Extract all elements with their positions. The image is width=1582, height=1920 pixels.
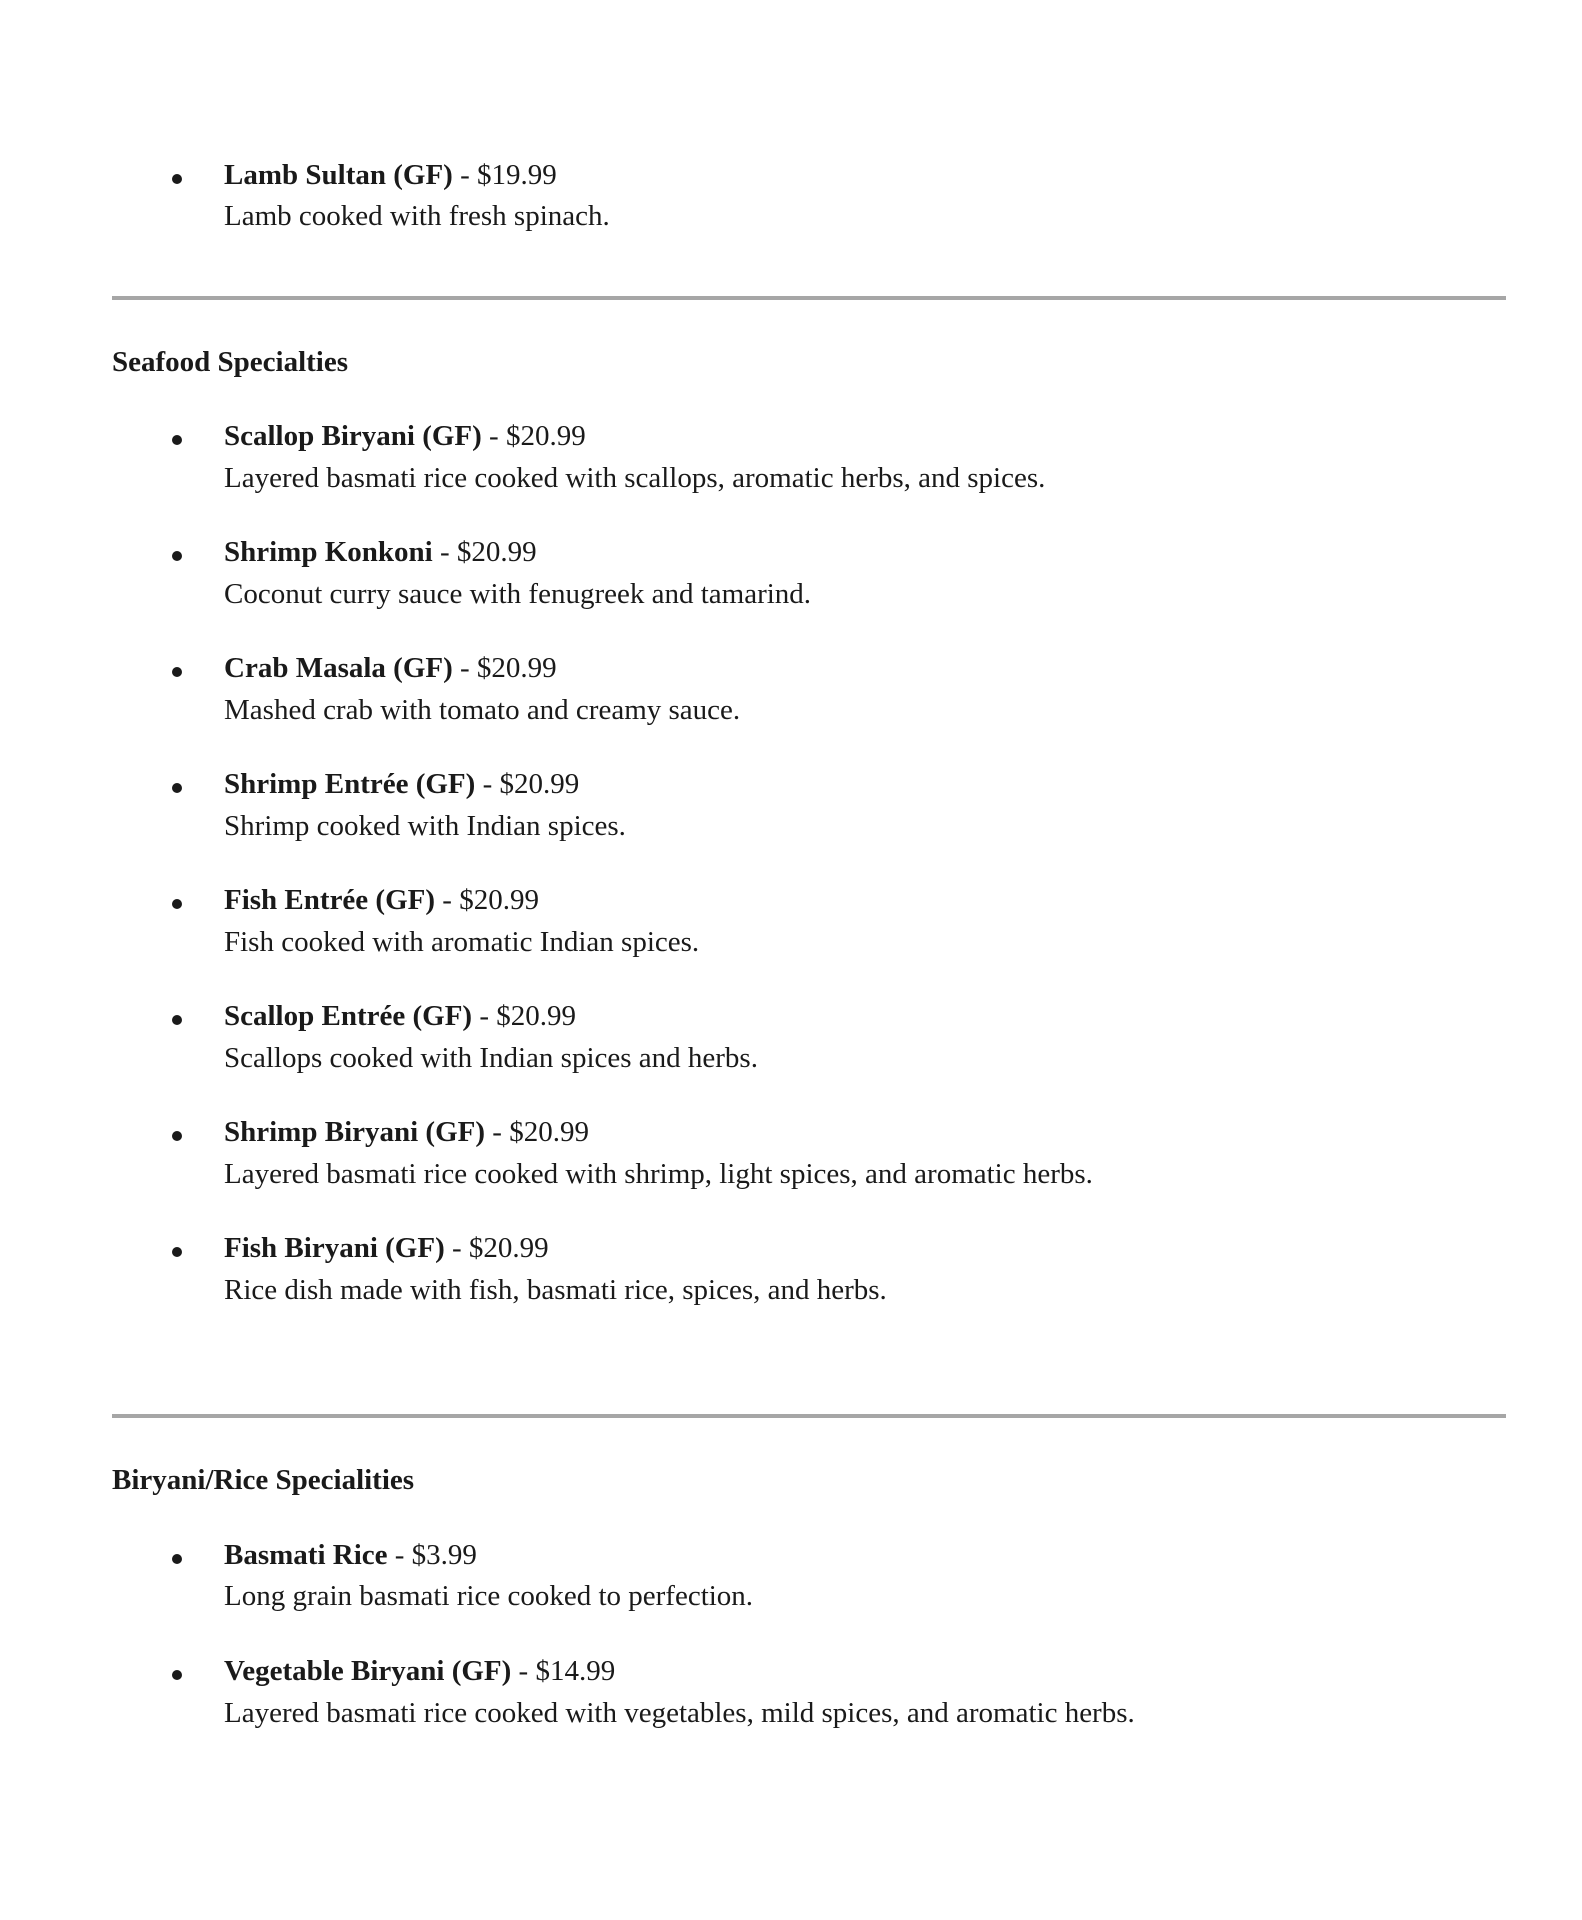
item-separator: -: [452, 652, 477, 684]
item-separator: -: [387, 1539, 412, 1571]
item-heading: [224, 535, 537, 569]
item-separator: -: [481, 420, 506, 452]
item-description: Layered basmati rice cooked with shrimp, light spices, and aromatic herbs.: [224, 1158, 1093, 1190]
bullet-icon: [172, 783, 182, 793]
item-name: Basmati Rice: [224, 1539, 388, 1571]
item-heading: [224, 999, 576, 1033]
item-price: $20.99: [496, 1000, 576, 1032]
item-separator: -: [472, 1000, 497, 1032]
item-heading: [224, 1231, 549, 1265]
item-separator: -: [485, 1116, 510, 1148]
item-heading: [224, 158, 557, 192]
item-separator: -: [435, 884, 460, 916]
bullet-icon: [172, 1131, 182, 1141]
item-price: $20.99: [468, 1232, 549, 1264]
bullet-icon: [172, 1554, 182, 1564]
item-heading: [224, 651, 557, 685]
bullet-icon: [172, 551, 182, 561]
item-price: $19.99: [477, 159, 557, 191]
item-description: Fish cooked with aromatic Indian spices.: [224, 926, 700, 958]
section-divider: [112, 1414, 1506, 1418]
item-name: Shrimp Biryani (GF): [224, 1116, 486, 1148]
item-separator: -: [511, 1655, 536, 1687]
item-heading: [224, 883, 539, 917]
item-heading: [224, 1115, 589, 1149]
item-name: Lamb Sultan (GF): [224, 159, 453, 191]
section-title-biryani-rice: Biryani/Rice Specialities: [112, 1464, 415, 1496]
section-divider: [112, 296, 1506, 300]
item-heading: [224, 1538, 477, 1572]
bullet-icon: [172, 1247, 182, 1257]
item-price: $20.99: [509, 1116, 589, 1148]
item-name: Shrimp Konkoni: [224, 536, 433, 568]
item-separator: -: [475, 768, 500, 800]
item-name: Fish Biryani (GF): [224, 1232, 445, 1264]
item-description: Rice dish made with fish, basmati rice, spices, and herbs.: [224, 1274, 887, 1306]
bullet-icon: [172, 1670, 182, 1680]
item-description: Coconut curry sauce with fenugreek and tamarind.: [224, 578, 812, 610]
bullet-icon: [172, 174, 182, 184]
item-price: $20.99: [456, 536, 537, 568]
item-name: Fish Entrée (GF): [224, 884, 436, 916]
item-name: Vegetable Biryani (GF): [224, 1655, 512, 1687]
item-description: Scallops cooked with Indian spices and herbs.: [224, 1042, 758, 1074]
item-description: Layered basmati rice cooked with vegetables, mild spices, and aromatic herbs.: [224, 1697, 1135, 1729]
section-title-seafood: Seafood Specialties: [112, 346, 349, 378]
item-description: Layered basmati rice cooked with scallops, aromatic herbs, and spices.: [224, 462, 1046, 494]
bullet-icon: [172, 899, 182, 909]
item-price: $20.99: [499, 768, 580, 800]
bullet-icon: [172, 1015, 182, 1025]
item-price: $20.99: [505, 420, 586, 452]
bullet-icon: [172, 667, 182, 677]
item-heading: [224, 767, 579, 801]
item-price: $20.99: [459, 884, 539, 916]
item-name: Shrimp Entrée (GF): [224, 768, 476, 800]
item-separator: -: [444, 1232, 469, 1264]
item-description: Shrimp cooked with Indian spices.: [224, 810, 626, 842]
item-description: Mashed crab with tomato and creamy sauce.: [224, 694, 741, 726]
item-separator: -: [452, 159, 477, 191]
bullet-icon: [172, 435, 182, 445]
item-price: $14.99: [535, 1655, 616, 1687]
item-name: Crab Masala (GF): [224, 652, 453, 684]
item-separator: -: [432, 536, 457, 568]
item-price: $20.99: [476, 652, 557, 684]
item-name: Scallop Biryani (GF): [224, 420, 482, 452]
item-description: Lamb cooked with fresh spinach.: [224, 200, 610, 232]
item-heading: [224, 1654, 615, 1688]
item-heading: [224, 419, 586, 453]
item-name: Scallop Entrée (GF): [224, 1000, 473, 1032]
item-price: $3.99: [411, 1539, 477, 1571]
item-description: Long grain basmati rice cooked to perfection.: [224, 1580, 754, 1612]
